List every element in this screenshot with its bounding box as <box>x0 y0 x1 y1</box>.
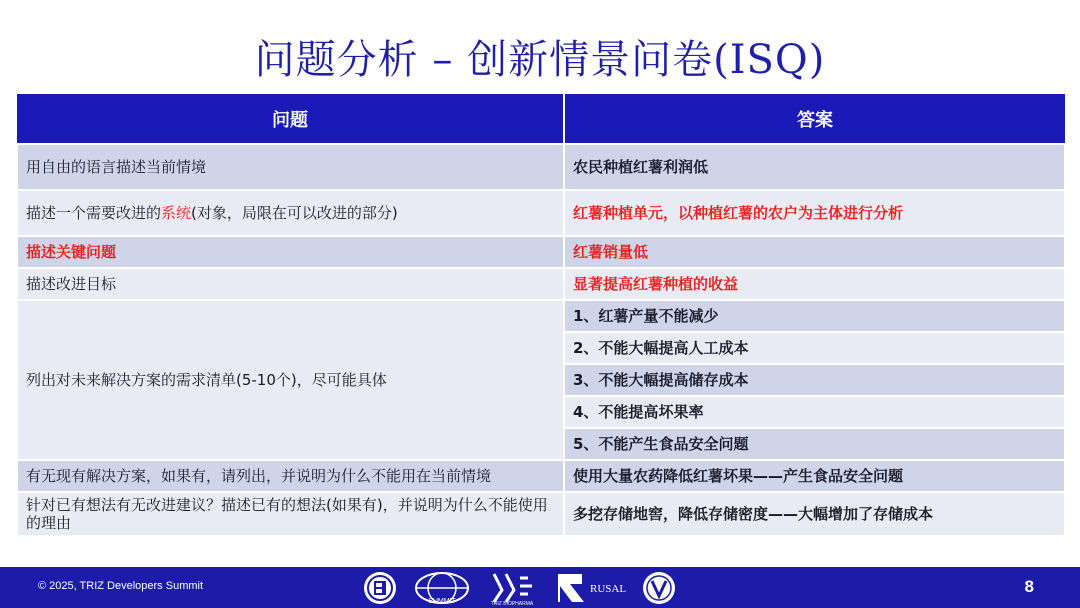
footer-bar <box>0 567 1080 608</box>
question-cell: 用自由的语言描述当前情境 <box>17 144 564 190</box>
matriz-logo <box>640 570 678 606</box>
table-row <box>17 492 1065 536</box>
rusal-text: RUSAL <box>590 583 627 595</box>
table-row <box>17 300 1065 332</box>
table-row <box>17 236 1065 268</box>
answer-list-item: 2、不能大幅提高人工成本 <box>564 332 1065 364</box>
page-number: 8 <box>1024 577 1034 596</box>
page-title: 问题分析 – 创新情景问卷(ISQ) <box>254 37 826 83</box>
answer-cell: 多挖存储地窖，降低存储密度——大幅增加了存储成本 <box>564 492 1065 536</box>
answer-list-item: 5、不能产生食品安全问题 <box>564 428 1065 460</box>
header-question: 问题 <box>17 94 564 144</box>
question-text: 描述一个需要改进的 <box>26 204 162 222</box>
summit-logo-text: SUMMIT <box>428 598 456 605</box>
answer-cell: 使用大量农药降低红薯坏果——产生食品安全问题 <box>564 460 1065 492</box>
question-cell: 有无现有解决方案，如果有，请列出，并说明为什么不能用在当前情境 <box>17 460 564 492</box>
table-row <box>17 460 1065 492</box>
answer-list-item: 4、不能提高坏果率 <box>564 396 1065 428</box>
answer-cell: 农民种植红薯利润低 <box>564 144 1065 190</box>
question-cell: 描述改进目标 <box>17 268 564 300</box>
table-row <box>17 190 1065 236</box>
isq-table <box>16 94 1066 537</box>
triz-biopharma-text: TRIZ BIOPHARMA <box>490 601 534 606</box>
answer-list-item: 3、不能大幅提高储存成本 <box>564 364 1065 396</box>
answer-cell: 显著提高红薯种植的收益 <box>564 268 1065 300</box>
table-row <box>17 268 1065 300</box>
table-row <box>17 144 1065 190</box>
answer-cell: 红薯销量低 <box>564 236 1065 268</box>
question-cell: 列出对未来解决方案的需求清单(5-10个)，尽可能具体 <box>17 300 564 460</box>
university-seal-logo <box>362 570 398 606</box>
copyright-text: © 2025, TRIZ Developers Summit <box>38 580 204 592</box>
question-cell: 描述关键问题 <box>17 236 564 268</box>
question-cell <box>17 190 564 236</box>
question-text-suffix: (对象，局限在可以改进的部分) <box>191 204 398 222</box>
header-answer: 答案 <box>564 94 1065 144</box>
rusal-logo <box>556 570 632 606</box>
table-header-row <box>17 94 1065 144</box>
question-cell: 针对已有想法有无改进建议？描述已有的想法(如果有)，并说明为什么不能使用的理由 <box>17 492 564 536</box>
summit-logo <box>414 570 470 606</box>
answer-cell: 红薯种植单元，以种植红薯的农户为主体进行分析 <box>564 190 1065 236</box>
question-highlight: 系统 <box>161 204 192 222</box>
triz-biopharma-logo <box>484 570 540 606</box>
answer-list-item: 1、红薯产量不能减少 <box>564 300 1065 332</box>
